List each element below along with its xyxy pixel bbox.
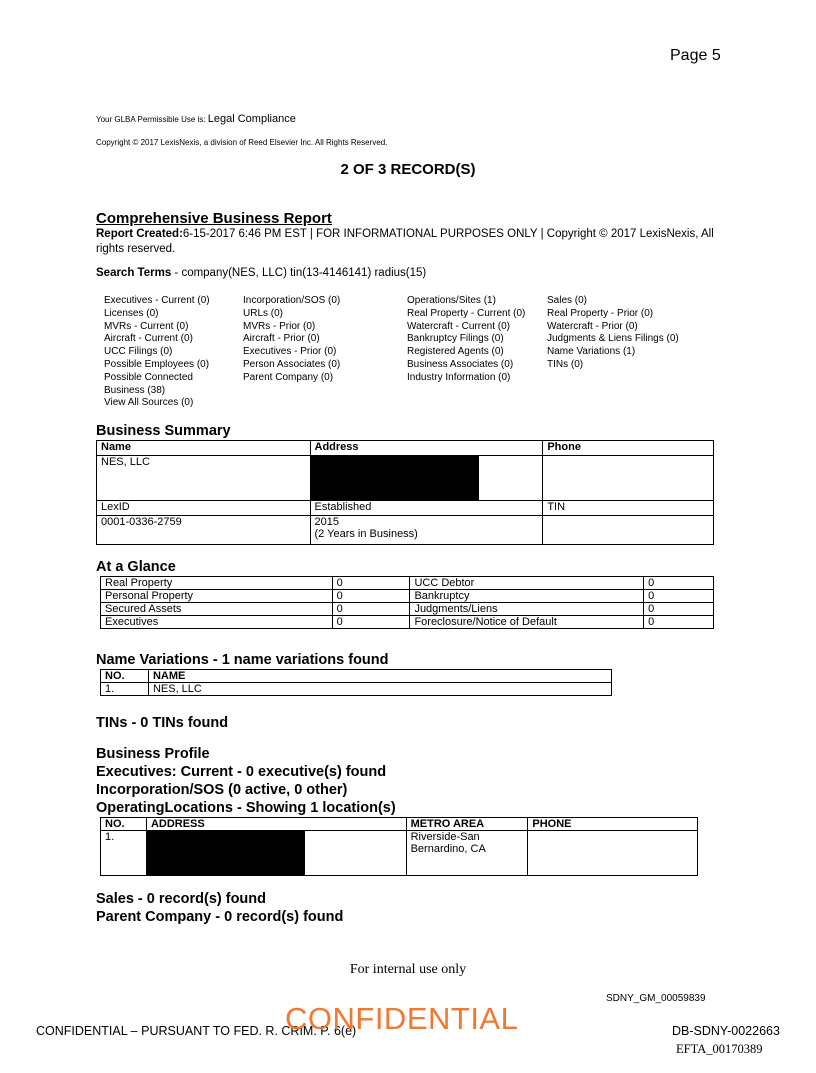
glance-value: 0 (332, 577, 410, 590)
glance-label: Real Property (101, 577, 333, 590)
row-number: 1. (101, 831, 147, 876)
established-note: (2 Years in Business) (314, 528, 418, 540)
report-title: Comprehensive Business Report (96, 210, 332, 227)
glance-value: 0 (332, 616, 410, 629)
glance-value: 0 (644, 603, 714, 616)
sources-col-4 (547, 295, 679, 372)
table-row (101, 683, 612, 696)
source-link[interactable]: MVRs - Prior (0) (243, 320, 316, 332)
source-link[interactable]: Executives - Current (0) (104, 295, 210, 306)
source-link[interactable]: Name Variations (1) (547, 346, 636, 358)
lexid-value: 0001-0336-2759 (97, 516, 311, 545)
glance-value: 0 (332, 590, 410, 603)
source-link[interactable]: Sales (0) (547, 295, 588, 306)
established-year: 2015 (314, 516, 339, 528)
source-link[interactable]: Person Associates (0) (243, 358, 341, 370)
at-a-glance-table (100, 576, 714, 629)
table-row (97, 456, 714, 501)
glance-label: Executives (101, 616, 333, 629)
glba-line (96, 113, 296, 125)
source-link[interactable]: Business (38) (104, 384, 166, 396)
col-header-no: NO. (101, 818, 147, 831)
redaction-block (147, 831, 305, 875)
db-number: DB-SDNY-0022663 (672, 1024, 780, 1038)
page-number: Page 5 (670, 47, 721, 64)
source-link[interactable]: Aircraft - Prior (0) (243, 333, 320, 345)
source-link[interactable]: Licenses (0) (104, 307, 159, 319)
bates-sdny: SDNY_GM_00059839 (606, 993, 706, 1004)
efta-number: EFTA_00170389 (676, 1042, 763, 1056)
glance-label: UCC Debtor (410, 577, 644, 590)
sources-col-3 (407, 295, 525, 385)
glance-value: 0 (644, 590, 714, 603)
source-link[interactable]: Judgments & Liens Filings (0) (547, 333, 679, 345)
phone-cell (543, 456, 714, 501)
source-link[interactable]: Industry Information (0) (407, 371, 511, 383)
table-row (97, 516, 714, 545)
source-link[interactable]: Bankruptcy Filings (0) (407, 333, 504, 345)
col-header-name: Name (97, 441, 311, 456)
source-link[interactable]: Aircraft - Current (0) (104, 333, 193, 345)
internal-use-notice: For internal use only (349, 962, 467, 977)
confidential-rule: CONFIDENTIAL – PURSUANT TO FED. R. CRIM. P. 6(e) (36, 1024, 357, 1038)
source-link[interactable]: MVRs - Current (0) (104, 320, 189, 332)
business-summary-heading: Business Summary (96, 423, 231, 439)
search-label: Search Terms (96, 267, 172, 279)
source-link[interactable]: Possible Employees (0) (104, 358, 210, 370)
source-link[interactable]: View All Sources (0) (104, 397, 194, 409)
operating-locations-table (100, 817, 698, 876)
glance-value: 0 (332, 603, 410, 616)
glance-label: Bankruptcy (410, 590, 644, 603)
source-link[interactable]: TINs (0) (547, 358, 584, 370)
source-link[interactable]: Operations/Sites (1) (407, 295, 496, 306)
table-header-row (101, 818, 698, 831)
created-label: Report Created: (96, 228, 183, 240)
business-summary-table (96, 440, 714, 545)
table-header-row (97, 441, 714, 456)
source-link[interactable]: Watercraft - Current (0) (407, 320, 510, 332)
established-value (310, 516, 543, 545)
source-link[interactable]: Real Property - Prior (0) (547, 307, 654, 319)
variation-name: NES, LLC (148, 683, 611, 696)
sales-heading: Sales - 0 record(s) found (96, 891, 267, 907)
metro-area: Riverside-San Bernardino, CA (406, 831, 528, 876)
source-link[interactable]: UCC Filings (0) (104, 346, 173, 358)
sources-col-2 (243, 295, 340, 385)
source-link[interactable]: Watercraft - Prior (0) (547, 320, 638, 332)
col-header-no: NO. (101, 670, 149, 683)
glance-value: 0 (644, 616, 714, 629)
business-profile-heading: Business Profile (96, 746, 210, 762)
col-header-name: NAME (148, 670, 611, 683)
executives-current-heading: Executives: Current - 0 executive(s) found (96, 764, 387, 780)
tins-heading: TINs - 0 TINs found (96, 715, 229, 731)
sources-col-1 (104, 295, 210, 410)
glance-label: Personal Property (101, 590, 333, 603)
parent-company-heading: Parent Company - 0 record(s) found (96, 909, 344, 925)
source-link[interactable]: Business Associates (0) (407, 358, 514, 370)
phone-cell (528, 831, 698, 876)
source-link[interactable]: Incorporation/SOS (0) (243, 295, 341, 306)
col-header-phone: PHONE (528, 818, 698, 831)
created-text: 6-15-2017 6:46 PM EST | FOR INFORMATIONAL PURPOSES ONLY | Copyright © 2017 LexisNexis, All rights reserved. (96, 228, 714, 255)
table-header-row (101, 670, 612, 683)
table-row (101, 616, 714, 629)
source-link[interactable]: URLs (0) (243, 307, 284, 319)
glance-label: Foreclosure/Notice of Default (410, 616, 644, 629)
operating-locations-heading: OperatingLocations - Showing 1 location(s) (96, 800, 396, 816)
copyright-line: Copyright © 2017 LexisNexis, a division of Reed Elsevier Inc. All Rights Reserved. (96, 138, 388, 147)
record-count: 2 OF 3 RECORD(S) (340, 161, 476, 178)
glance-value: 0 (644, 577, 714, 590)
col-header-address: Address (310, 441, 543, 456)
established-label: Established (310, 501, 543, 516)
at-a-glance-heading: At a Glance (96, 559, 176, 575)
source-link[interactable]: Parent Company (0) (243, 371, 334, 383)
source-link[interactable]: Real Property - Current (0) (407, 307, 526, 319)
search-terms (96, 267, 426, 279)
table-row (101, 831, 698, 876)
source-link[interactable]: Executives - Prior (0) (243, 346, 337, 358)
confidential-stamp: CONFIDENTIAL (285, 1001, 519, 1036)
glba-prefix: Your GLBA Permissible Use is: (96, 115, 206, 124)
table-row (101, 603, 714, 616)
tin-label: TIN (543, 501, 714, 516)
table-row (101, 577, 714, 590)
report-created (96, 227, 726, 257)
glance-label: Judgments/Liens (410, 603, 644, 616)
source-link[interactable]: Registered Agents (0) (407, 346, 504, 358)
col-header-metro: METRO AREA (406, 818, 528, 831)
name-variations-heading: Name Variations - 1 name variations found (96, 652, 389, 668)
name-variations-table (100, 669, 612, 696)
tin-value (543, 516, 714, 545)
table-row (97, 501, 714, 516)
search-text: - company(NES, LLC) tin(13-4146141) radius(15) (171, 267, 427, 279)
glba-value: Legal Compliance (207, 113, 296, 125)
incorporation-heading: Incorporation/SOS (0 active, 0 other) (96, 782, 348, 798)
lexid-label: LexID (97, 501, 311, 516)
row-number: 1. (101, 683, 149, 696)
col-header-phone: Phone (543, 441, 714, 456)
business-name: NES, LLC (97, 456, 311, 501)
col-header-address: ADDRESS (146, 818, 406, 831)
redaction-block (311, 456, 479, 500)
address-cell (310, 456, 543, 501)
glance-label: Secured Assets (101, 603, 333, 616)
table-row (101, 590, 714, 603)
address-cell (146, 831, 406, 876)
source-link[interactable]: Possible Connected (104, 371, 193, 383)
